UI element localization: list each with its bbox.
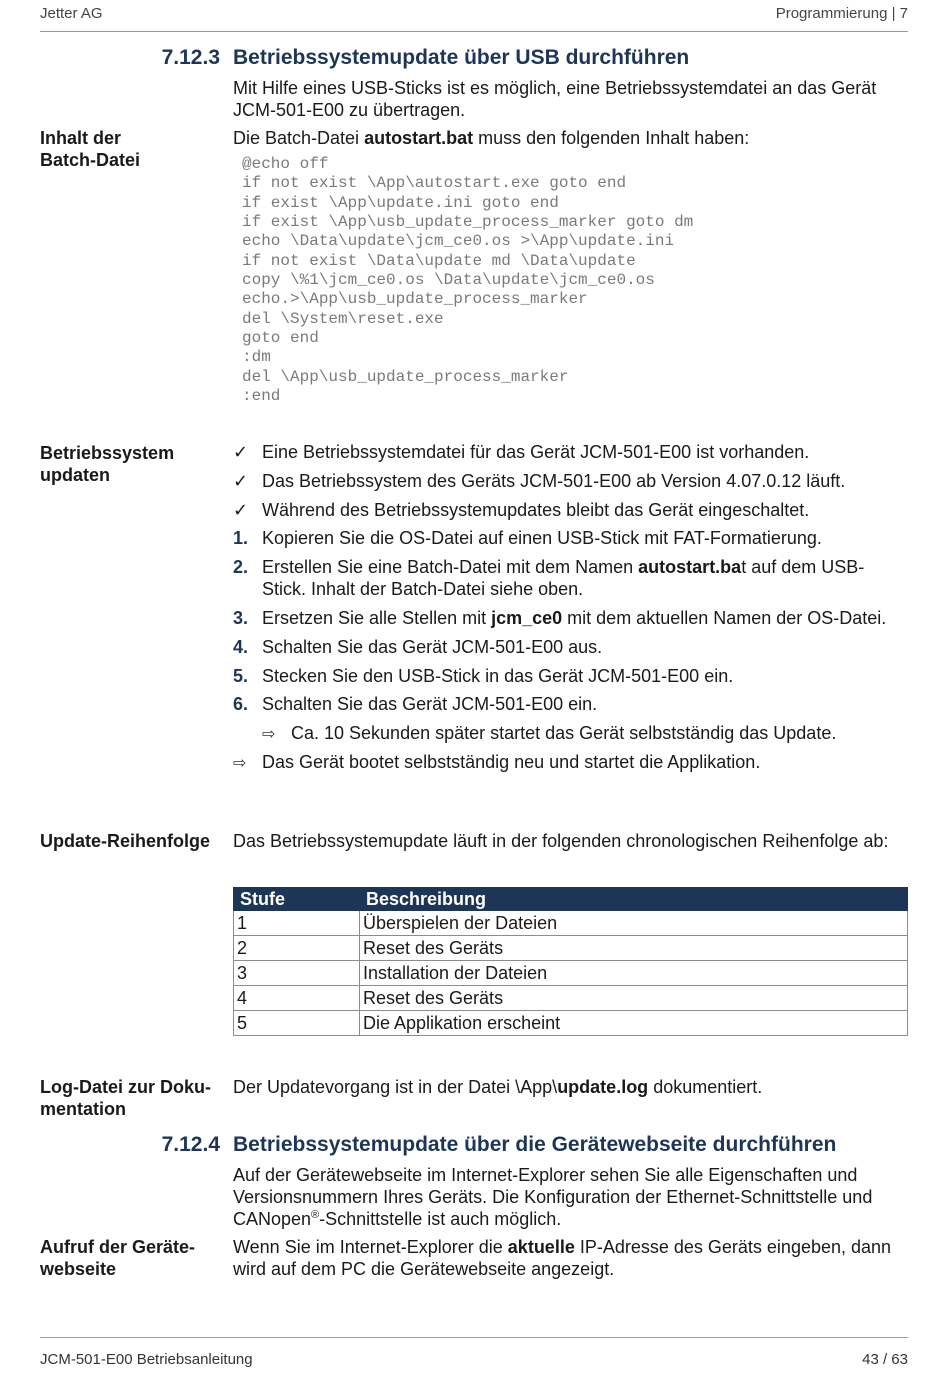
sequence-intro: Das Betriebssystemupdate läuft in der folgenden chronologischen Reihenfolge ab: — [233, 831, 889, 851]
website-description: Wenn Sie im Internet-Explorer die aktuelle IP-Adresse des Geräts eingeben, dann wird auf dem PC die Gerätewebseite angezeigt. — [233, 1237, 892, 1279]
cell-stage: 3 — [234, 961, 360, 986]
batch-file-name: autostart.bat — [364, 128, 474, 148]
prerequisite-item: ✓ Während des Betriebssystemupdates bleibt das Gerät eingeschaltet. — [233, 499, 810, 520]
sequence-table — [233, 887, 908, 1036]
section-number: 7.12.4 — [161, 1133, 220, 1156]
code-line: :end — [242, 387, 281, 406]
log-description: Der Updatevorgang ist in der Datei \App\update.log dokumentiert. — [233, 1077, 763, 1097]
cell-stage: 4 — [234, 986, 360, 1011]
code-line: echo \Data\update\jcm_ce0.os >\App\update.ini — [242, 232, 675, 251]
col-header-description: Beschreibung — [360, 888, 908, 911]
final-result: ⇨ Das Gerät bootet selbstständig neu und startet die Applikation. — [233, 751, 908, 773]
code-line: del \App\usb_update_process_marker — [242, 367, 569, 386]
prerequisite-item: ✓ Eine Betriebssystemdatei für das Gerät JCM-501-E00 ist vorhanden. — [233, 442, 810, 462]
update-step-list — [233, 441, 908, 780]
side-label-website: Aufruf der Geräte- webseite — [40, 1237, 196, 1279]
table-row — [234, 911, 908, 936]
code-line: copy \%1\jcm_ce0.os \Data\update\jcm_ce0.os — [242, 271, 655, 290]
section-title: Betriebssystemupdate über die Gerätewebseite durchführen — [233, 1133, 837, 1156]
cell-description: Reset des Geräts — [360, 986, 908, 1011]
step-item: 4. Schalten Sie das Gerät JCM-501-E00 aus. — [233, 636, 603, 657]
footer-divider — [40, 1337, 908, 1338]
code-line: echo.>\App\usb_update_process_marker — [242, 290, 588, 309]
cell-description: Reset des Geräts — [360, 936, 908, 961]
batch-code-block — [242, 155, 693, 406]
header-company: Jetter AG — [40, 5, 103, 22]
batch-description: Die Batch-Datei autostart.bat muss den folgenden Inhalt haben: — [233, 128, 750, 148]
code-line: if not exist \Data\update md \Data\update — [242, 251, 636, 270]
code-line: @echo off — [242, 155, 329, 173]
header-divider — [40, 31, 908, 32]
footer-page-number: 43 / 63 — [862, 1351, 908, 1368]
cell-description: Die Applikation erscheint — [360, 1011, 908, 1036]
code-line: if exist \App\usb_update_process_marker goto dm — [242, 213, 694, 232]
cell-stage: 1 — [234, 911, 360, 936]
cell-stage: 5 — [234, 1011, 360, 1036]
code-line: :dm — [242, 348, 271, 367]
code-line: if exist \App\update.ini goto end — [242, 193, 559, 212]
table-row — [234, 936, 908, 961]
result-arrow-icon: ⇨ — [262, 726, 276, 744]
side-label-log: Log-Datei zur Doku- mentation — [40, 1077, 211, 1119]
side-label-sequence: Update-Reihenfolge — [40, 831, 211, 851]
section-title: Betriebssystemupdate über USB durchführen — [233, 46, 690, 69]
step-item: 3. Ersetzen Sie alle Stellen mit jcm_ce0 mit dem aktuellen Namen der OS-Datei. — [233, 607, 887, 628]
intermediate-result: ⇨ Ca. 10 Sekunden später startet das Gerät selbstständig das Update. — [233, 722, 908, 744]
step-item: 1. Kopieren Sie die OS-Datei auf einen USB-Stick mit FAT-Formatierung. — [233, 528, 822, 549]
header-chapter: Programmierung | 7 — [775, 5, 908, 22]
check-icon: ✓ — [233, 470, 249, 491]
check-icon: ✓ — [233, 442, 249, 462]
result-arrow-icon: ⇨ — [233, 754, 247, 772]
table-header-row — [234, 888, 908, 911]
code-line: if not exist \App\autostart.exe goto end — [242, 174, 627, 193]
section-intro: Mit Hilfe eines USB-Sticks ist es möglich, eine Betriebssystemdatei an das Gerät JCM-501-E00 zu übertragen. — [233, 78, 877, 120]
cell-stage: 2 — [234, 936, 360, 961]
footer-manual-title: JCM-501-E00 Betriebsanleitung — [40, 1351, 253, 1368]
table-row — [234, 986, 908, 1011]
section-intro: Auf der Gerätewebseite im Internet-Explorer sehen Sie alle Eigenschaften und Versionsnummern Ihres Geräts. Die Konfiguration der Ethernet-Schnittstelle und CANopen®-Schnittstelle ist auch möglich. — [233, 1165, 873, 1229]
section-number: 7.12.3 — [161, 46, 220, 69]
check-icon: ✓ — [233, 499, 249, 520]
table-row — [234, 961, 908, 986]
col-header-stage: Stufe — [234, 888, 360, 911]
code-line: del \System\reset.exe — [242, 309, 444, 328]
step-item: 5. Stecken Sie den USB-Stick in das Gerät JCM-501-E00 ein. — [233, 665, 734, 686]
step-item: 6. Schalten Sie das Gerät JCM-501-E00 ein. — [233, 694, 598, 715]
prerequisite-item: ✓ Das Betriebssystem des Geräts JCM-501-E00 ab Version 4.07.0.12 läuft. — [233, 470, 846, 491]
cell-description: Überspielen der Dateien — [360, 911, 908, 936]
cell-description: Installation der Dateien — [360, 961, 908, 986]
side-label-update: Betriebssystem updaten — [40, 443, 175, 485]
code-line: goto end — [242, 329, 319, 348]
step-item: 2. Erstellen Sie eine Batch-Datei mit dem Namen autostart.bat auf dem USB-Stick. Inhalt der Batch-Datei siehe oben. — [233, 557, 865, 600]
table-row — [234, 1011, 908, 1036]
side-label-batch: Inhalt der Batch-Datei — [40, 128, 141, 170]
